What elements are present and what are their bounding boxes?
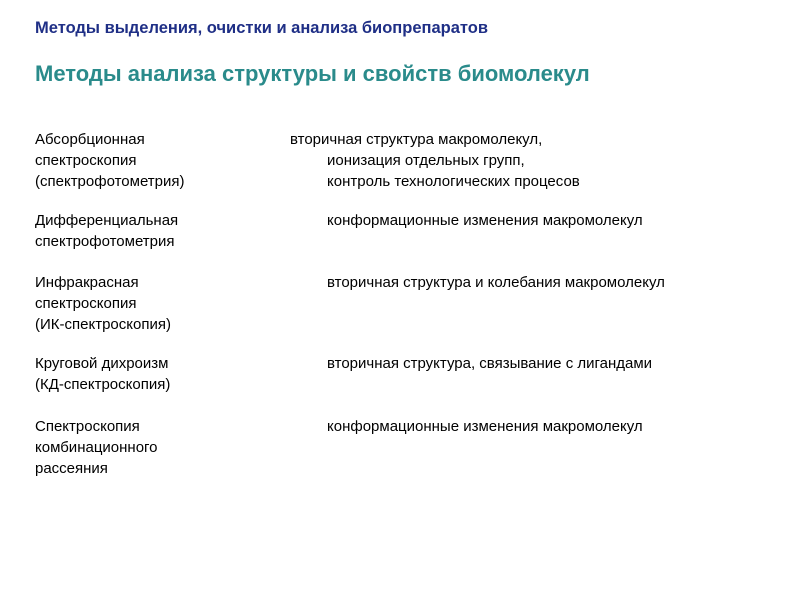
- method-name: [35, 353, 285, 395]
- method-description-line: вторичная структура и колебания макромолекул: [327, 274, 665, 291]
- method-name: [35, 210, 285, 252]
- method-description: [327, 272, 665, 293]
- method-name-line: Спектроскопия: [35, 418, 140, 435]
- header-title: Методы выделения, очистки и анализа биопрепаратов: [35, 19, 488, 37]
- method-name-line: Абсорбционная: [35, 131, 145, 148]
- method-name-line: (ИК-спектроскопия): [35, 316, 171, 333]
- method-description: [327, 210, 643, 231]
- page-title: Методы анализа структуры и свойств биомолекул: [35, 61, 590, 86]
- method-name-line: Дифференциальная: [35, 212, 179, 229]
- method-description-line: ионизация отдельных групп,: [327, 152, 525, 169]
- method-description: [290, 129, 580, 192]
- method-name: [35, 272, 285, 335]
- method-description: [327, 416, 643, 437]
- method-description-line: вторичная структура макромолекул,: [290, 131, 543, 148]
- method-name-line: спектроскопия: [35, 295, 137, 312]
- method-description-line: вторичная структура, связывание с лигандами: [327, 355, 653, 372]
- method-name-line: спектроскопия: [35, 152, 137, 169]
- method-name: [35, 416, 285, 479]
- method-name-line: Инфракрасная: [35, 274, 139, 291]
- method-description-line: конформационные изменения макромолекул: [327, 418, 643, 435]
- method-name-line: комбинационного: [35, 439, 158, 456]
- method-name: [35, 129, 285, 192]
- method-name-line: спектрофотометрия: [35, 233, 175, 250]
- method-description: [327, 353, 652, 374]
- method-name-line: Круговой дихроизм: [35, 355, 169, 372]
- method-name-line: (спектрофотометрия): [35, 173, 185, 190]
- method-name-line: (КД-спектроскопия): [35, 376, 171, 393]
- method-description-line: контроль технологических процесов: [327, 173, 580, 190]
- method-name-line: рассеяния: [35, 460, 108, 477]
- method-description-line: конформационные изменения макромолекул: [327, 212, 643, 229]
